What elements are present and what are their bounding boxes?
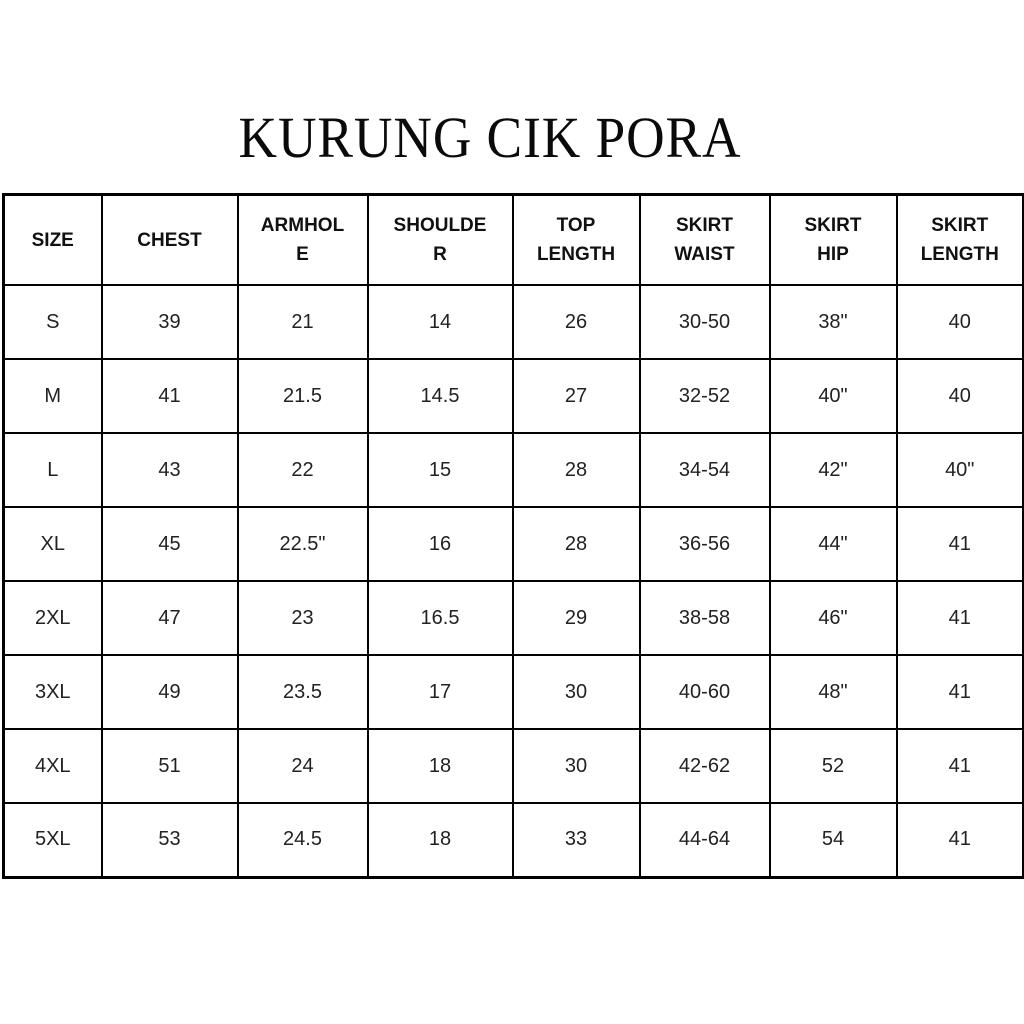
table-row — [4, 285, 1024, 359]
cell-top-length: 26 — [513, 285, 640, 359]
cell-skirt-waist: 42-62 — [640, 729, 770, 803]
table-row — [4, 729, 1024, 803]
cell-skirt-hip: 42" — [770, 433, 897, 507]
header-text: SKIRT — [931, 215, 989, 236]
cell-skirt-length: 41 — [897, 581, 1024, 655]
cell-skirt-waist: 38-58 — [640, 581, 770, 655]
cell-size: S — [4, 285, 102, 359]
cell-armhole: 21.5 — [238, 359, 368, 433]
header-skirt-length — [897, 195, 1024, 286]
cell-armhole: 23.5 — [238, 655, 368, 729]
cell-skirt-waist: 30-50 — [640, 285, 770, 359]
header-text: R — [433, 244, 447, 265]
table-row — [4, 581, 1024, 655]
cell-armhole: 22.5" — [238, 507, 368, 581]
cell-skirt-waist: 36-56 — [640, 507, 770, 581]
cell-skirt-length: 40 — [897, 285, 1024, 359]
header-text: SKIRT — [676, 215, 733, 236]
header-shoulder — [368, 195, 513, 286]
cell-size: 5XL — [4, 803, 102, 877]
cell-skirt-hip: 40" — [770, 359, 897, 433]
header-skirt-hip — [770, 195, 897, 286]
cell-skirt-length: 41 — [897, 655, 1024, 729]
header-text: SIZE — [31, 229, 74, 251]
cell-skirt-hip: 46" — [770, 581, 897, 655]
cell-shoulder: 16.5 — [368, 581, 513, 655]
header-text: WAIST — [674, 244, 735, 265]
cell-shoulder: 14.5 — [368, 359, 513, 433]
header-top-length — [513, 195, 640, 286]
cell-top-length: 28 — [513, 433, 640, 507]
header-text: TOP — [556, 215, 596, 236]
header-text: CHEST — [137, 229, 202, 251]
header-chest — [102, 195, 238, 286]
cell-shoulder: 16 — [368, 507, 513, 581]
header-row — [4, 195, 1024, 286]
cell-shoulder: 15 — [368, 433, 513, 507]
cell-size: 2XL — [4, 581, 102, 655]
cell-chest: 39 — [102, 285, 238, 359]
cell-top-length: 30 — [513, 729, 640, 803]
cell-skirt-hip: 44" — [770, 507, 897, 581]
cell-skirt-length: 41 — [897, 507, 1024, 581]
table-row — [4, 359, 1024, 433]
cell-skirt-hip: 52 — [770, 729, 897, 803]
cell-top-length: 28 — [513, 507, 640, 581]
cell-chest: 45 — [102, 507, 238, 581]
cell-skirt-length: 41 — [897, 729, 1024, 803]
cell-armhole: 24.5 — [238, 803, 368, 877]
cell-chest: 41 — [102, 359, 238, 433]
header-text: LENGTH — [920, 244, 999, 265]
header-text: E — [296, 244, 309, 265]
header-text: SHOULDE — [393, 215, 487, 236]
cell-size: 4XL — [4, 729, 102, 803]
cell-skirt-waist: 34-54 — [640, 433, 770, 507]
cell-skirt-hip: 38" — [770, 285, 897, 359]
cell-shoulder: 14 — [368, 285, 513, 359]
title-text: KURUNG CIK PORA — [238, 105, 742, 170]
cell-top-length: 30 — [513, 655, 640, 729]
cell-skirt-length: 40" — [897, 433, 1024, 507]
header-text: HIP — [817, 244, 849, 265]
cell-top-length: 29 — [513, 581, 640, 655]
table-row — [4, 655, 1024, 729]
header-text: ARMHOL — [260, 215, 345, 236]
cell-top-length: 27 — [513, 359, 640, 433]
cell-size: XL — [4, 507, 102, 581]
size-chart-table — [2, 193, 1024, 879]
cell-skirt-waist: 32-52 — [640, 359, 770, 433]
header-size — [4, 195, 102, 286]
table-row — [4, 433, 1024, 507]
cell-chest: 53 — [102, 803, 238, 877]
header-skirt-waist — [640, 195, 770, 286]
cell-chest: 43 — [102, 433, 238, 507]
cell-armhole: 24 — [238, 729, 368, 803]
cell-top-length: 33 — [513, 803, 640, 877]
cell-shoulder: 18 — [368, 803, 513, 877]
cell-skirt-length: 41 — [897, 803, 1024, 877]
table-row — [4, 507, 1024, 581]
header-text: SKIRT — [804, 215, 862, 236]
cell-skirt-waist: 44-64 — [640, 803, 770, 877]
cell-size: L — [4, 433, 102, 507]
cell-size: M — [4, 359, 102, 433]
page-title — [39, 104, 981, 171]
cell-skirt-hip: 48" — [770, 655, 897, 729]
table-row — [4, 803, 1024, 877]
cell-chest: 51 — [102, 729, 238, 803]
cell-skirt-hip: 54 — [770, 803, 897, 877]
cell-chest: 49 — [102, 655, 238, 729]
cell-skirt-length: 40 — [897, 359, 1024, 433]
cell-armhole: 22 — [238, 433, 368, 507]
cell-chest: 47 — [102, 581, 238, 655]
cell-armhole: 23 — [238, 581, 368, 655]
header-armhole — [238, 195, 368, 286]
cell-skirt-waist: 40-60 — [640, 655, 770, 729]
header-text: LENGTH — [536, 244, 616, 265]
cell-size: 3XL — [4, 655, 102, 729]
cell-shoulder: 18 — [368, 729, 513, 803]
cell-armhole: 21 — [238, 285, 368, 359]
cell-shoulder: 17 — [368, 655, 513, 729]
